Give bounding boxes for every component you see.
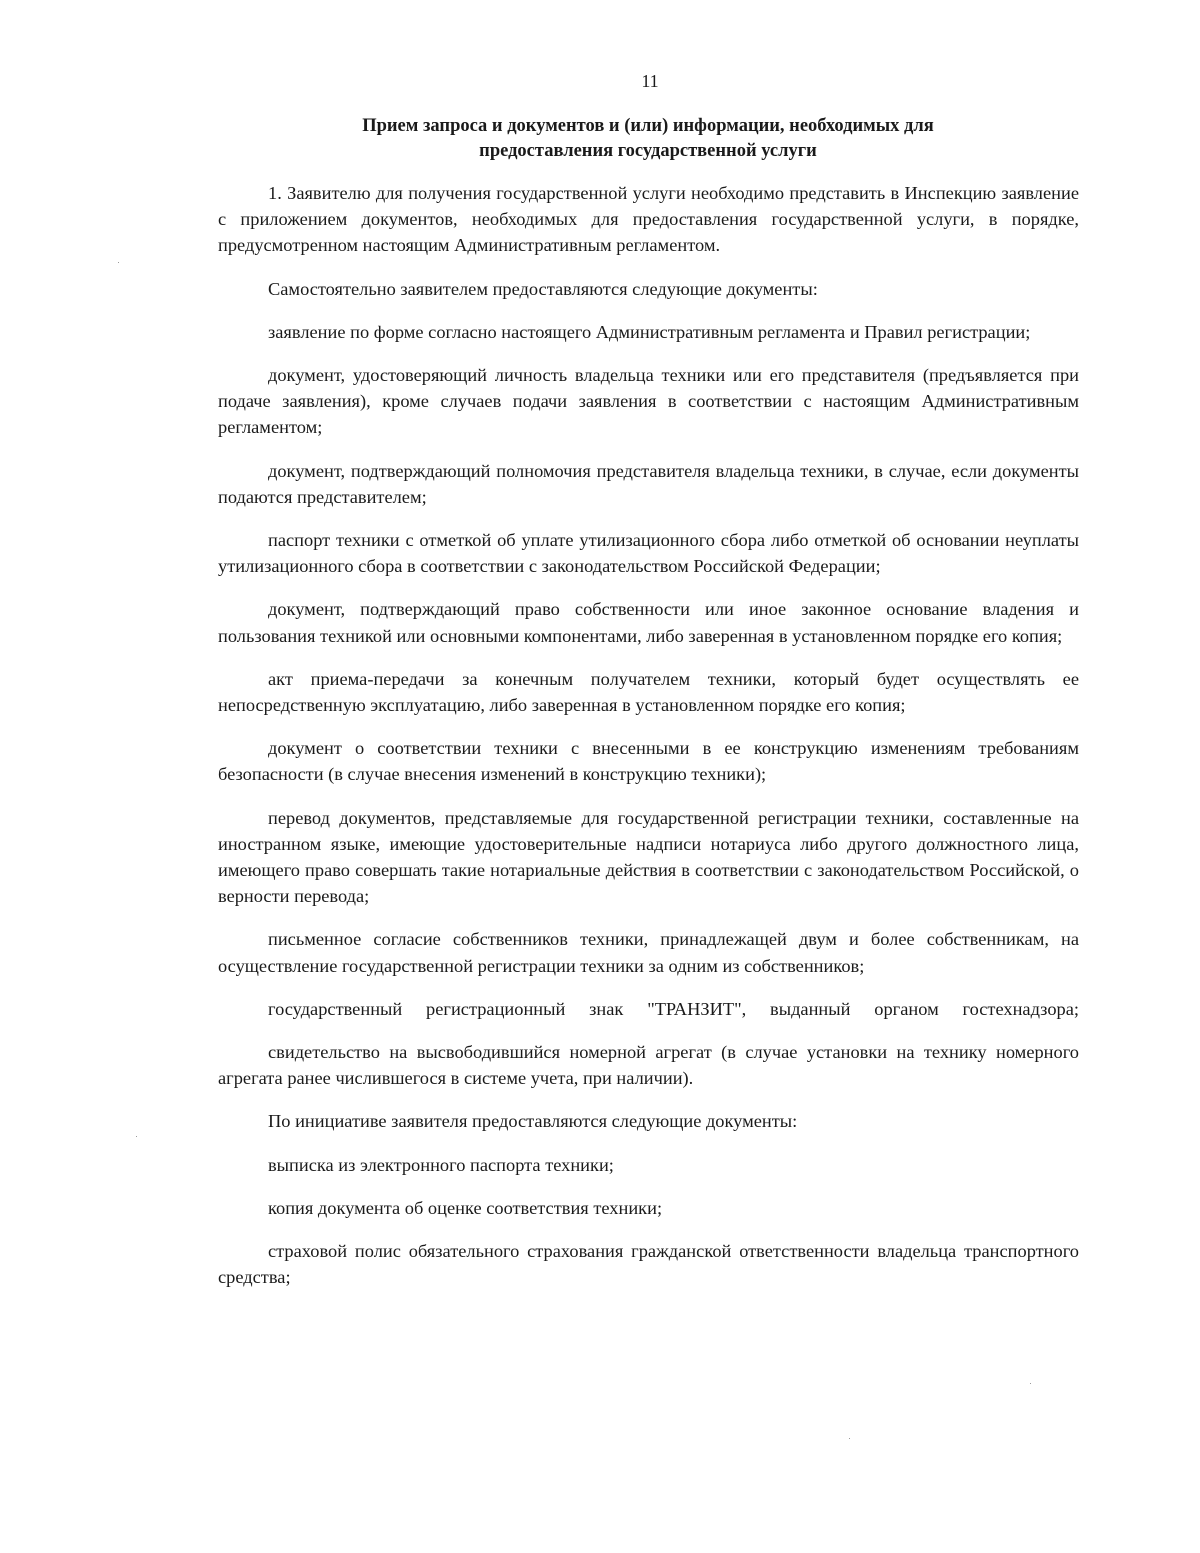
- paragraph-16: копия документа об оценке соответствия техники;: [268, 1197, 663, 1218]
- section-heading: [218, 114, 1078, 164]
- scan-speck: [849, 1438, 850, 1439]
- paragraph-4: документ, удостоверяющий личность владельца техники или его представителя (предъявляется при подаче заявления), кроме случаев подачи заявления в соответствии с настоящим Административным регламентом;: [218, 365, 1079, 438]
- paragraph-8: акт приема-передачи за конечным получателем техники, который будет осуществлять ее непосредственную эксплуатацию, либо заверенная в установленном порядке его копия;: [218, 668, 1079, 716]
- heading-line-1: Прием запроса и документов и (или) информации, необходимых для: [362, 116, 934, 136]
- scan-speck: [118, 262, 119, 263]
- paragraph-15: выписка из электронного паспорта техники;: [268, 1154, 614, 1175]
- scan-speck: [136, 1136, 137, 1137]
- paragraph-9: документ о соответствии техники с внесенными в ее конструкцию изменениям требованиям безопасности (в случае внесения изменений в конструкцию техники);: [218, 738, 1079, 785]
- paragraph-7: документ, подтверждающий право собственности или иное законное основание владения и пользования техникой или основными компонентами, либо заверенная в установленном порядке его копия;: [218, 599, 1079, 646]
- scan-speck: [1030, 1383, 1031, 1384]
- paragraph-3: заявление по форме согласно настоящего Административным регламента и Правил регистрации;: [268, 321, 1031, 342]
- paragraph-5: документ, подтверждающий полномочия представителя владельца техники, в случае, если документы подаются представителем;: [218, 460, 1079, 507]
- document-body: [218, 180, 1079, 1308]
- paragraph-12: государственный регистрационный знак "ТРАНЗИТ", выданный органом гостехнадзора;: [268, 998, 1079, 1019]
- paragraph-1: 1. Заявителю для получения государственной услуги необходимо представить в Инспекцию заявление с приложением документов, необходимых для предоставления государственной услуги, в порядке, предусмотренном настоящим Административным регламентом.: [218, 183, 1079, 256]
- paragraph-14: По инициативе заявителя предоставляются следующие документы:: [268, 1111, 798, 1132]
- paragraph-11: письменное согласие собственников техники, принадлежащей двум и более собственникам, на осуществление государственной регистрации техники за одним из собственников;: [218, 929, 1079, 976]
- paragraph-6: паспорт техники с отметкой об уплате утилизационного сбора либо отметкой об основании неуплаты утилизационного сбора в соответствии с законодательством Российской Федерации;: [218, 530, 1079, 577]
- paragraph-13: свидетельство на высвободившийся номерной агрегат (в случае установки на технику номерного агрегата ранее числившегося в системе учета, при наличии).: [218, 1042, 1079, 1089]
- paragraph-17: страховой полис обязательного страхования гражданской ответственности владельца транспортного средства;: [218, 1241, 1079, 1288]
- paragraph-2: Самостоятельно заявителем предоставляются следующие документы:: [268, 278, 818, 299]
- heading-line-2: предоставления государственной услуги: [479, 141, 817, 161]
- paragraph-10: перевод документов, представляемые для государственной регистрации техники, составленные на иностранном языке, имеющие удостоверительные надписи нотариуса либо другого должностного лица, имеющего право совершать такие нотариальные действия в соответствии с законодательством Российской, о верности перевода;: [218, 807, 1079, 907]
- page-number: 11: [641, 71, 659, 91]
